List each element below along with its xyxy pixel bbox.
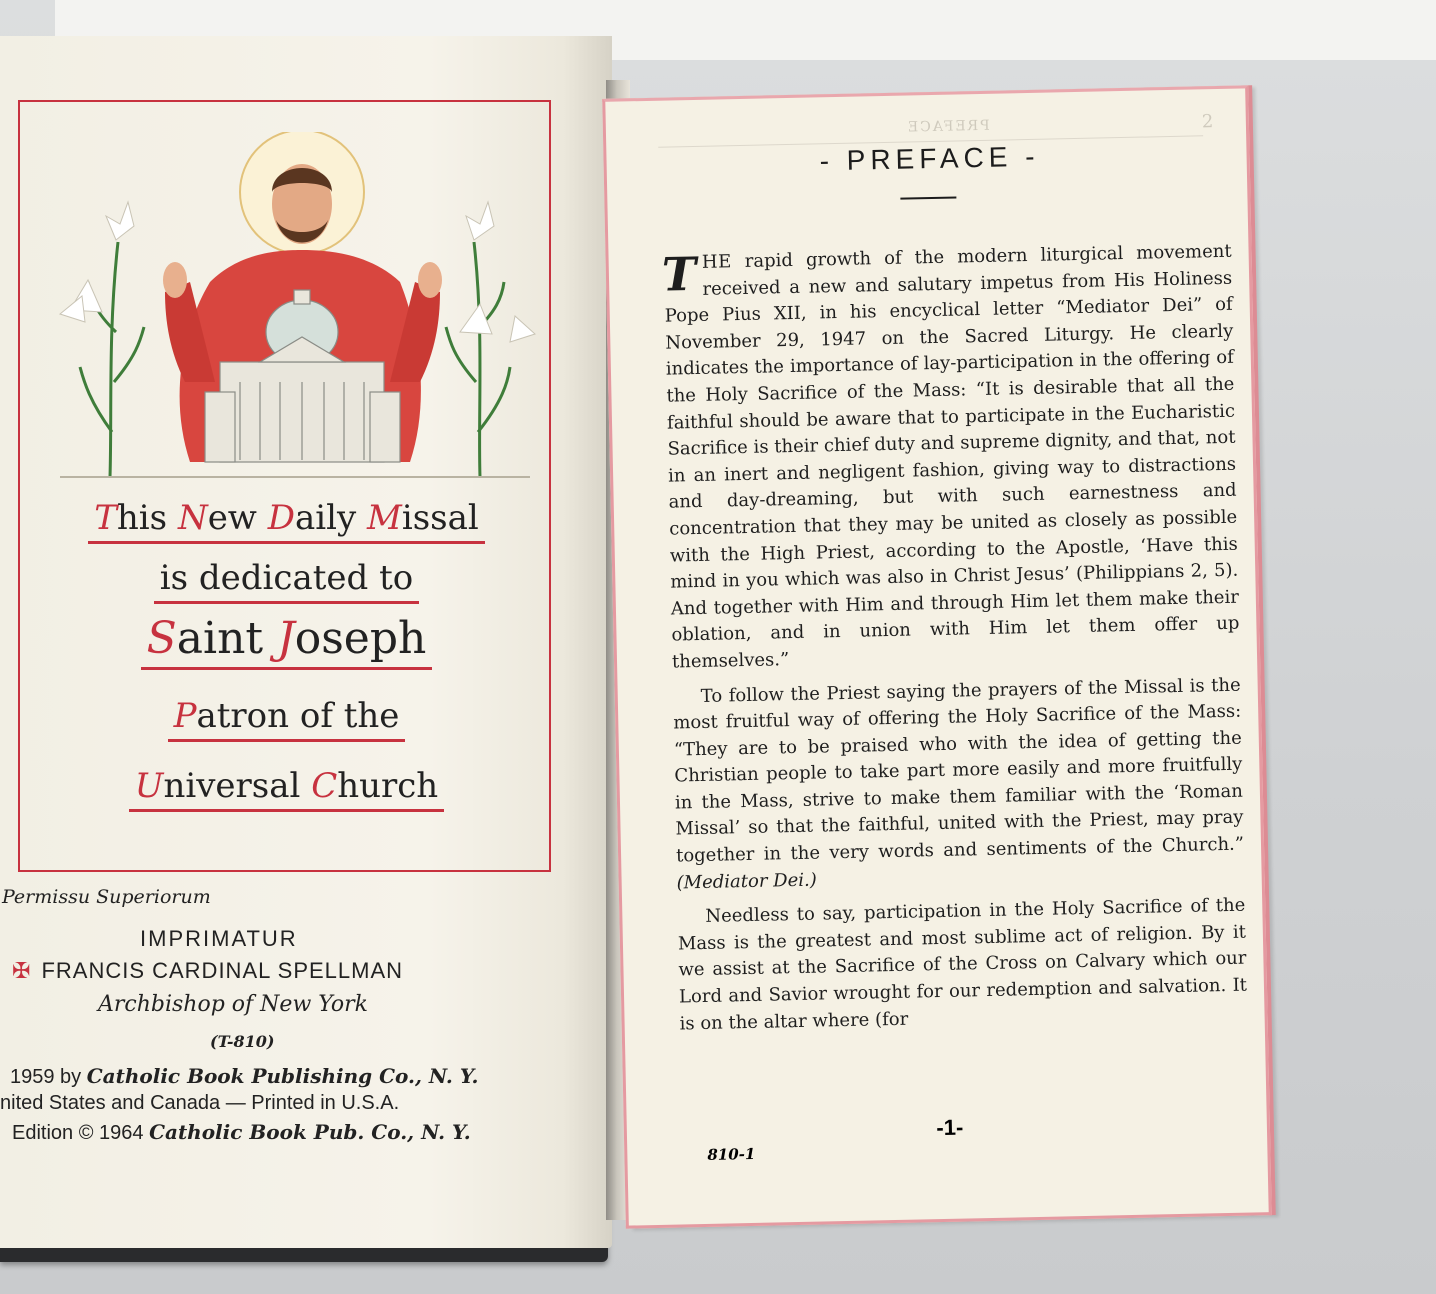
dedication-line-2: is dedicated to bbox=[20, 558, 553, 604]
cross-icon: ✠ bbox=[12, 958, 32, 983]
dedication-line-4: Patron of the bbox=[20, 696, 553, 742]
copyright-line-2: nited States and Canada — Printed in U.S.A. bbox=[0, 1092, 400, 1114]
page-code: 810-1 bbox=[707, 1144, 756, 1164]
paragraph-3: Needless to say, participation in the Holy Sacrifice of the Mass is the greatest and most sublime act of religion. By it we assist at the Sacrifice of the Cross on Calvary which our Lord and Savior wrought for our redemption and salvation. It is on the altar where (for bbox=[677, 894, 1248, 1035]
paragraph-2: To follow the Priest saying the prayers of the Missal is the most fruitful way of offering the Holy Sacrifice of the Mass: “They are to be praised who with the idea of getting the Christian people to take part more easily and more fruitfully in the Mass, strive to make them familiar with the ‘Roman Missal’ so that the faithful, united with the Priest, may pray together in the very words and sentiments of the Church.” (Mediator Dei.) bbox=[673, 674, 1245, 894]
permissu-superiorum: Permissu Superiorum bbox=[2, 886, 211, 908]
cardinal-name: ✠ FRANCIS CARDINAL SPELLMAN bbox=[12, 958, 404, 983]
edition-code: (T-810) bbox=[210, 1032, 275, 1051]
preface-body bbox=[663, 239, 1248, 1046]
dedication-line-5: Universal Church bbox=[20, 766, 553, 812]
page-title: - PREFACE - bbox=[819, 140, 1040, 177]
copyright-line-3: Edition © 1964 Catholic Book Pub. Co., N. Y. bbox=[12, 1120, 471, 1144]
right-page bbox=[602, 85, 1272, 1228]
paragraph-1: THE rapid growth of the modern liturgical movement received a new and salutary impetus from His Holiness Pope Pius XII, in his encyclical letter “Mediator Dei” of November 29, 1947 on the Sacred Liturgy. He clearly indicates the importance of lay-participation in the offering of the Holy Sacrifice of the Mass: “It is desirable that all the faithful should be aware that to participate in the Eucharistic Sacrifice is their chief duty and supreme dignity, and that, not in an inert and negligent fashion, giving way to distractions and day-dreaming, but with such earnestness and concentration that they may be united as closely as possible with the High Priest, according to the Apostle, ‘Have this mind in you which was also in Christ Jesus’ (Philippians 2, 5). And together with Him and through Him let them make their oblation, and in union with Him let them offer up themselves.” bbox=[661, 240, 1240, 673]
dedication-line-1: This New Daily Missal bbox=[20, 498, 553, 544]
dedication-frame bbox=[18, 100, 551, 872]
imprimatur: IMPRIMATUR bbox=[140, 926, 298, 951]
dedication-line-3: Saint Joseph bbox=[20, 614, 553, 670]
lily-left bbox=[80, 242, 144, 477]
archbishop-title: Archbishop of New York bbox=[98, 992, 368, 1017]
copyright-line-1: 1959 by Catholic Book Publishing Co., N. Y. bbox=[10, 1064, 479, 1088]
saint-joseph-illustration bbox=[40, 132, 550, 482]
lily-right bbox=[446, 242, 510, 477]
bleed-through-header: PREFACE bbox=[905, 117, 990, 136]
title-rule bbox=[900, 196, 956, 199]
bleed-through-number: 2 bbox=[1201, 111, 1214, 133]
page-number: -1- bbox=[936, 1114, 964, 1141]
drop-cap: T bbox=[661, 246, 697, 302]
left-page bbox=[0, 36, 612, 1248]
